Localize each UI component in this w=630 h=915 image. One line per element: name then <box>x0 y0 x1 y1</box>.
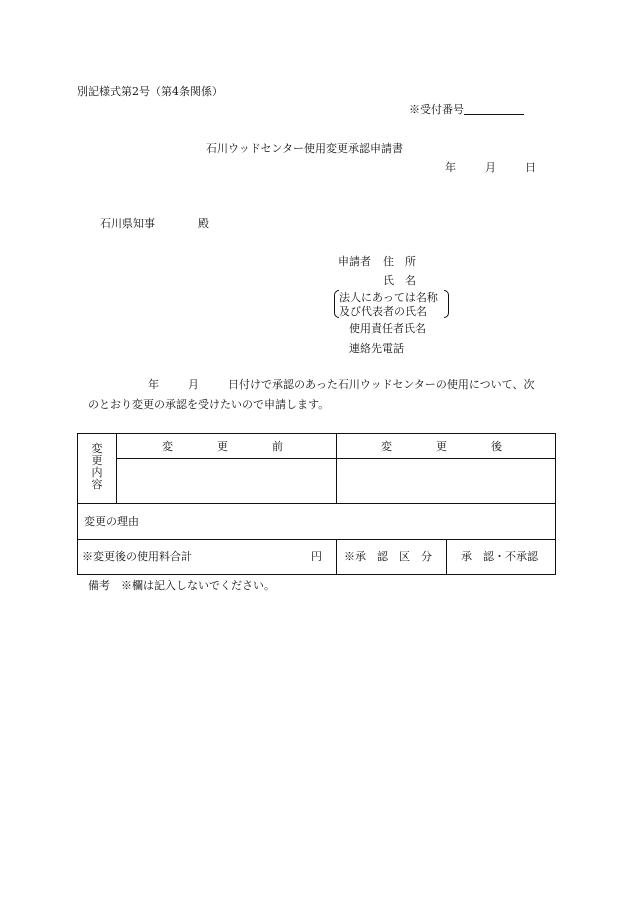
body-text-1: 日付けで承認のあった石川ウッドセンターの使用について、次 <box>228 378 535 391</box>
before-field[interactable] <box>118 460 334 502</box>
phone-label: 連絡先電話 <box>349 342 404 355</box>
table-divider <box>78 503 555 504</box>
table-divider <box>446 539 447 574</box>
before-header: 変 更 前 <box>162 440 283 453</box>
date-line <box>445 162 536 173</box>
after-field[interactable] <box>338 460 554 502</box>
change-table <box>77 433 556 575</box>
footnote: 備考 ※欄は記入しないでください。 <box>88 579 275 592</box>
addressee-name: 石川県知事 <box>100 217 155 230</box>
approval-value: 承 認・不承認 <box>461 550 538 563</box>
change-content-char: 更 <box>91 454 103 467</box>
table-divider <box>336 539 337 574</box>
body-month: 月 <box>188 378 199 391</box>
change-content-char: 変 <box>91 442 103 455</box>
applicant-address-label: 住 所 <box>383 255 416 268</box>
fee-unit: 円 <box>311 550 322 563</box>
addressee-honorific: 殿 <box>198 217 209 230</box>
corp-note-line2: 及び代表者の氏名 <box>339 305 427 318</box>
responsible-person-label: 使用責任者氏名 <box>349 322 426 335</box>
corp-note-line1: 法人にあっては名称 <box>339 291 438 304</box>
change-content-char: 内 <box>91 466 103 479</box>
reason-label: 変更の理由 <box>84 515 139 528</box>
date-year: 年 <box>445 161 456 174</box>
receipt-number-field[interactable] <box>464 104 524 115</box>
addressee <box>100 218 209 229</box>
table-divider <box>78 539 555 540</box>
change-content-label <box>90 443 104 491</box>
receipt-number-label: ※受付番号 <box>409 103 464 116</box>
corp-bracket-right <box>444 290 449 318</box>
applicant-label: 申請者 <box>338 255 371 268</box>
approval-label: ※承 認 区 分 <box>344 550 432 563</box>
body-year: 年 <box>148 378 159 391</box>
body-line2: のとおり変更の承認を受けたいので申請します。 <box>88 398 330 411</box>
change-content-char: 容 <box>91 478 103 491</box>
receipt-number <box>409 104 524 115</box>
page-title: 石川ウッドセンター使用変更承認申請書 <box>206 142 404 155</box>
body-line1 <box>148 379 534 390</box>
fee-label: ※変更後の使用料合計 <box>82 550 192 563</box>
form-id: 別記様式第2号（第4条関係） <box>77 85 223 98</box>
date-month: 月 <box>485 161 496 174</box>
applicant-name-label: 氏 名 <box>383 274 416 287</box>
reason-field[interactable] <box>158 506 552 537</box>
after-header: 変 更 後 <box>381 440 502 453</box>
table-divider <box>116 434 117 503</box>
date-day: 日 <box>525 161 536 174</box>
table-divider <box>336 434 337 503</box>
